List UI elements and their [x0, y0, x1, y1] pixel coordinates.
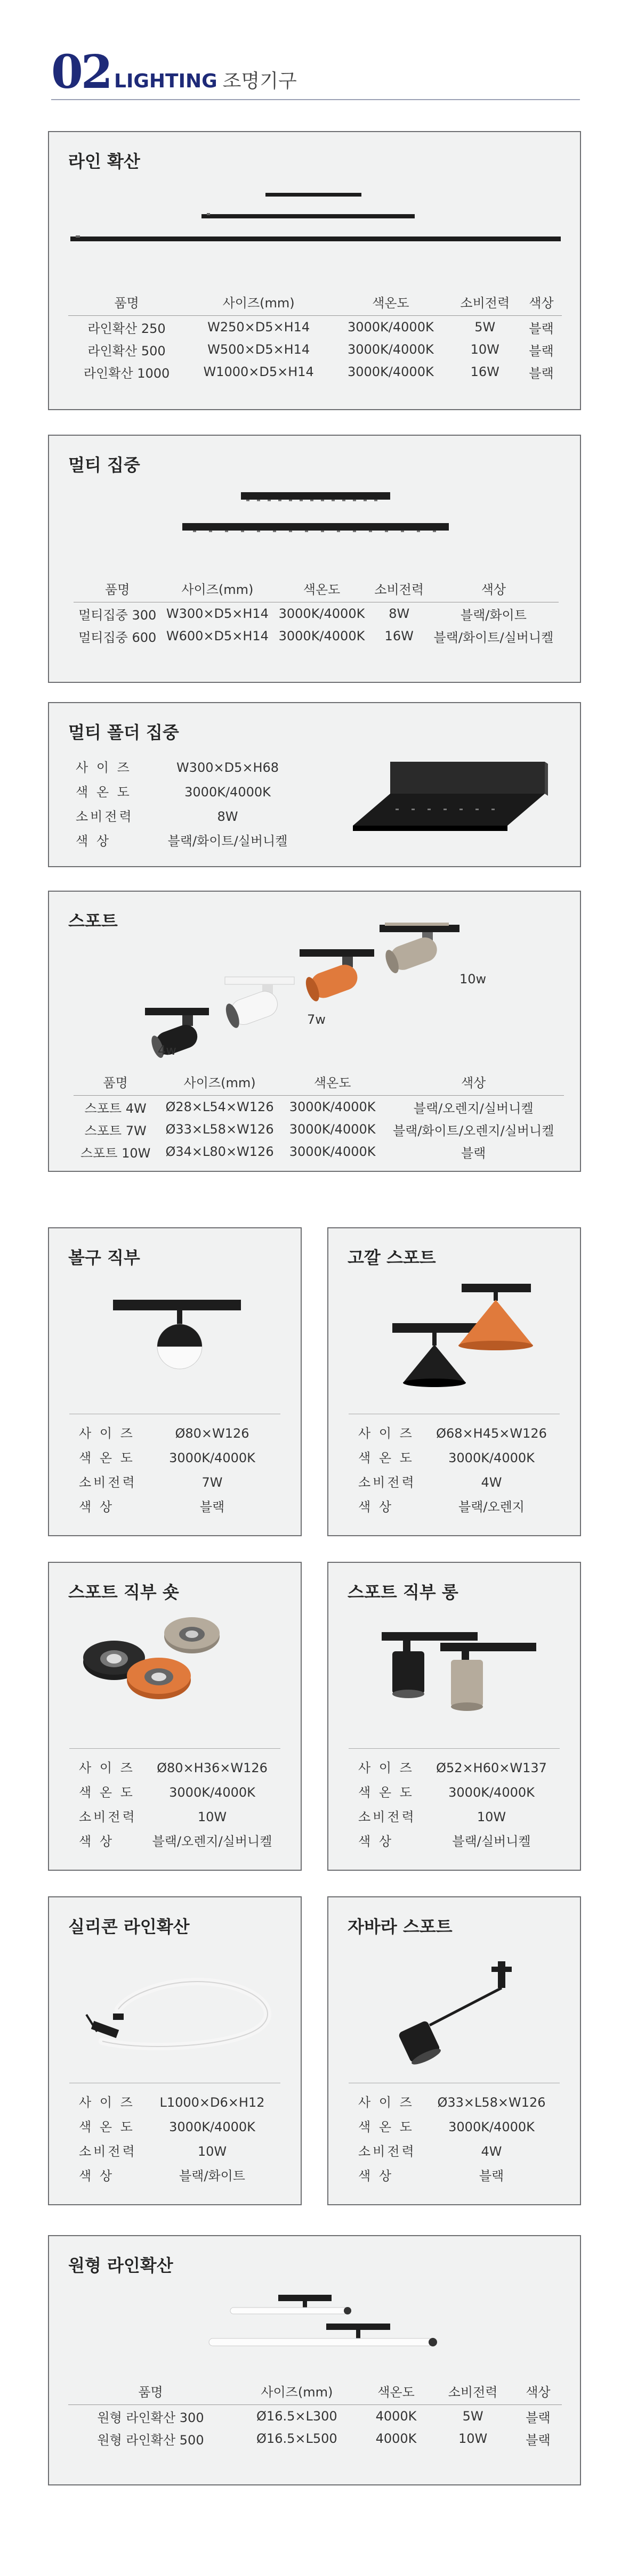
col-size: 사이즈(mm)	[157, 1067, 282, 1096]
card-title: 볼구 직부	[68, 1248, 140, 1268]
cell: 10W	[458, 2431, 488, 2446]
cell: Ø28×L54×W126	[165, 1099, 274, 1114]
spec-value: 4W	[481, 1475, 502, 1490]
cell: 블랙/화이트/오렌지/실버니켈	[392, 1123, 554, 1138]
spec-key: 색 온 도	[79, 1450, 135, 1465]
spec-key: 색 상	[79, 1499, 114, 1514]
cell: 블랙/화이트	[460, 607, 527, 623]
spec-row	[358, 1756, 555, 1780]
spec-value: 3000K/4000K	[169, 1785, 255, 1800]
cell: 블랙/오렌지/실버니켈	[413, 1100, 534, 1116]
callout-10w: 10w	[459, 972, 487, 987]
spec-key: 색 온 도	[358, 2120, 414, 2134]
spec-value: 3000K/4000K	[169, 2120, 255, 2134]
cell: Ø34×L80×W126	[165, 1144, 274, 1159]
spec-row	[358, 1780, 555, 1805]
spec-key: 소비전력	[358, 2144, 416, 2159]
cell: 3000K/4000K	[289, 1122, 376, 1137]
cell: 원형 라인확산 300	[97, 2410, 204, 2425]
col-name: 품명	[74, 1067, 157, 1096]
spec-key: 소비전력	[358, 1809, 416, 1824]
spec-row	[79, 1805, 276, 1829]
silicone-specs	[79, 2090, 276, 2188]
spec-row	[76, 780, 310, 804]
cell: 3000K/4000K	[278, 629, 365, 643]
cell: 블랙	[529, 343, 554, 358]
cell: 3000K/4000K	[289, 1144, 376, 1159]
col-size: 사이즈(mm)	[161, 574, 273, 602]
cone-spot-image	[371, 1276, 542, 1393]
cell: 5W	[462, 2409, 483, 2424]
card-title: 멀티 폴더 집중	[68, 722, 179, 743]
card-multi-folder	[48, 702, 581, 867]
spec-row	[79, 2139, 276, 2164]
spec-key: 사 이 즈	[76, 760, 132, 775]
round-line-image	[198, 2289, 454, 2359]
spot-long-specs	[358, 1756, 555, 1854]
jabara-image	[382, 1956, 542, 2068]
spec-key: 색 상	[358, 1834, 393, 1849]
spec-key: 소비전력	[358, 1475, 416, 1490]
spec-value: 블랙/오렌지/실버니켈	[152, 1834, 272, 1849]
spec-value: Ø80×W126	[175, 1426, 249, 1441]
cell: 3000K/4000K	[278, 606, 365, 621]
table-row	[74, 1096, 564, 1119]
table-row	[74, 602, 559, 625]
spec-value: Ø68×H45×W126	[436, 1426, 547, 1441]
col-power: 소비전력	[370, 574, 429, 602]
cell: 16W	[384, 629, 414, 643]
cell: 3000K/4000K	[347, 342, 434, 357]
col-color: 색상	[429, 574, 559, 602]
spec-key: 색 상	[358, 2169, 393, 2183]
col-size: 사이즈(mm)	[185, 288, 332, 316]
cell: W250×D5×H14	[207, 320, 310, 335]
spec-key: 사 이 즈	[79, 1426, 135, 1441]
cell: 10W	[470, 342, 499, 357]
cell: 5W	[474, 320, 496, 335]
col-color: 색상	[514, 2377, 562, 2405]
cell: 블랙	[529, 321, 554, 336]
card-title: 자바라 스포트	[348, 1917, 453, 1937]
cell: W300×D5×H14	[166, 606, 269, 621]
spec-key: 색 상	[76, 834, 111, 849]
spec-value: 3000K/4000K	[448, 1785, 535, 1800]
spec-row	[76, 755, 310, 780]
spec-value: 블랙/오렌지	[458, 1499, 525, 1514]
cell: 스포트 7W	[84, 1123, 147, 1138]
spec-key: 사 이 즈	[358, 1426, 414, 1441]
col-power: 소비전력	[449, 288, 521, 316]
spec-row	[79, 2164, 276, 2188]
cell: 4000K	[375, 2431, 417, 2446]
silicone-image	[81, 1961, 284, 2063]
cell: Ø16.5×L300	[256, 2409, 337, 2424]
table-row	[74, 1118, 564, 1140]
card-spot-long	[327, 1562, 581, 1871]
spec-row	[79, 2090, 276, 2115]
spec-key: 소비전력	[79, 1809, 137, 1824]
multi-folder-image	[348, 746, 550, 842]
spec-key: 사 이 즈	[358, 1760, 414, 1775]
table-row	[68, 316, 562, 339]
col-size: 사이즈(mm)	[233, 2377, 361, 2405]
spec-key: 사 이 즈	[79, 1760, 135, 1775]
card-spot	[48, 891, 581, 1172]
spec-row	[358, 1829, 555, 1854]
section-number: 02	[51, 45, 111, 99]
cell: 3000K/4000K	[347, 320, 434, 335]
col-temp: 색온도	[361, 2377, 432, 2405]
cell: 스포트 4W	[84, 1100, 147, 1116]
card-title: 스포트 직부 롱	[348, 1582, 458, 1602]
card-jabara	[327, 1896, 581, 2205]
card-bulb-pendant	[48, 1227, 302, 1536]
line-diffuse-table	[68, 288, 562, 383]
spec-key: 색 온 도	[79, 2120, 135, 2134]
cell: Ø16.5×L500	[256, 2431, 337, 2446]
card-title: 라인 확산	[68, 151, 140, 172]
cell: W1000×D5×H14	[203, 364, 314, 379]
header-underline	[51, 99, 580, 100]
spec-row	[358, 2115, 555, 2139]
multi-focus-table	[74, 574, 559, 647]
spec-value: 7W	[201, 1475, 223, 1490]
col-name: 품명	[68, 2377, 233, 2405]
cell: 블랙	[526, 2410, 551, 2425]
table-row	[68, 361, 562, 383]
spec-row	[358, 2139, 555, 2164]
card-title: 실리콘 라인확산	[68, 1917, 190, 1937]
spec-key: 색 상	[358, 1499, 393, 1514]
cell: W600×D5×H14	[166, 629, 269, 643]
card-title: 스포트 직부 숏	[68, 1582, 179, 1602]
col-temp: 색온도	[273, 574, 369, 602]
round-line-table	[68, 2377, 562, 2450]
cone-specs	[358, 1421, 555, 1519]
cell: 블랙	[529, 365, 554, 381]
multi-focus-image	[177, 489, 454, 537]
card-multi-focus	[48, 435, 581, 683]
spec-value: 3000K/4000K	[169, 1450, 255, 1465]
spot-short-image	[70, 1616, 284, 1723]
line-diffuse-image	[70, 191, 561, 249]
cell: W500×D5×H14	[207, 342, 310, 357]
spot-table	[74, 1067, 564, 1163]
spec-key: 색 온 도	[358, 1450, 414, 1465]
cell: 4000K	[375, 2409, 417, 2424]
spec-row	[79, 1495, 276, 1519]
spec-row	[79, 1470, 276, 1495]
card-cone-spot	[327, 1227, 581, 1536]
col-name: 품명	[74, 574, 161, 602]
cell: 8W	[389, 606, 410, 621]
spec-value: 10W	[197, 2144, 227, 2159]
bulb-specs	[79, 1421, 276, 1519]
cell: 블랙/화이트/실버니켈	[433, 630, 554, 645]
spec-row	[76, 804, 310, 829]
table-row	[74, 625, 559, 647]
spec-row	[358, 1446, 555, 1470]
spec-value: 3000K/4000K	[448, 2120, 535, 2134]
cell: 멀티집중 600	[78, 630, 157, 645]
spec-key: 색 온 도	[358, 1785, 414, 1800]
cell: 3000K/4000K	[347, 364, 434, 379]
col-name: 품명	[68, 288, 185, 316]
spec-row	[79, 1421, 276, 1446]
spec-value: 4W	[481, 2144, 502, 2159]
callout-4w: 4w	[158, 1043, 176, 1058]
card-title: 원형 라인확산	[68, 2255, 173, 2276]
spec-row	[79, 1756, 276, 1780]
card-round-line	[48, 2235, 581, 2485]
table-row	[68, 2405, 562, 2428]
spec-value: 3000K/4000K	[448, 1450, 535, 1465]
section-header	[51, 47, 580, 100]
cell: Ø33×L58×W126	[165, 1122, 274, 1137]
spec-value: 8W	[217, 809, 238, 824]
multi-folder-specs	[76, 755, 310, 853]
spec-value: Ø33×L58×W126	[437, 2095, 546, 2110]
spec-key: 색 온 도	[79, 1785, 135, 1800]
spec-value: 블랙	[199, 1499, 225, 1514]
spot-long-image	[371, 1621, 542, 1728]
spec-value: 10W	[477, 1809, 506, 1824]
col-temp: 색온도	[282, 1067, 383, 1096]
spec-value: Ø80×H36×W126	[157, 1760, 268, 1775]
spec-key: 색 상	[79, 1834, 114, 1849]
cell: 원형 라인확산 500	[97, 2432, 204, 2448]
cell: 3000K/4000K	[289, 1099, 376, 1114]
spec-row	[358, 2090, 555, 2115]
spot-image	[134, 918, 507, 1062]
cell: 블랙	[461, 1145, 486, 1161]
cell: 블랙	[526, 2432, 551, 2448]
section-title	[114, 66, 297, 93]
spec-row	[76, 829, 310, 853]
spec-row	[358, 1421, 555, 1446]
spec-row	[358, 1495, 555, 1519]
col-temp: 색온도	[332, 288, 449, 316]
cell: 라인확산 250	[87, 321, 166, 336]
callout-7w: 7w	[307, 1012, 326, 1027]
spec-key: 사 이 즈	[79, 2095, 135, 2110]
table-row	[74, 1140, 564, 1163]
table-row	[68, 338, 562, 361]
cell: 라인확산 500	[87, 343, 166, 358]
bulb-pendant-image	[108, 1294, 246, 1380]
table-row	[68, 2427, 562, 2450]
jabara-specs	[358, 2090, 555, 2188]
cell: 16W	[470, 364, 499, 379]
section-title-en: LIGHTING	[114, 70, 217, 92]
cell: 스포트 10W	[80, 1145, 151, 1161]
card-title: 멀티 집중	[68, 455, 140, 475]
spec-key: 색 상	[79, 2169, 114, 2183]
col-power: 소비전력	[431, 2377, 514, 2405]
card-title: 고깔 스포트	[348, 1248, 436, 1268]
col-color: 색상	[521, 288, 562, 316]
spec-row	[358, 2164, 555, 2188]
card-spot-short	[48, 1562, 302, 1871]
spec-value: Ø52×H60×W137	[436, 1760, 547, 1775]
spec-key: 사 이 즈	[358, 2095, 414, 2110]
spec-value: 3000K/4000K	[184, 785, 271, 800]
cell: 멀티집중 300	[78, 607, 157, 623]
spec-divider	[349, 1748, 560, 1749]
spec-value: W300×D5×H68	[176, 760, 279, 775]
spec-row	[79, 1446, 276, 1470]
card-silicone	[48, 1896, 302, 2205]
spec-row	[358, 1805, 555, 1829]
spec-value: L1000×D6×H12	[159, 2095, 265, 2110]
card-line-diffuse	[48, 131, 581, 410]
spec-value: 10W	[197, 1809, 227, 1824]
spec-key: 색 온 도	[76, 785, 132, 800]
spec-key: 소비전력	[79, 2144, 137, 2159]
spec-row	[79, 2115, 276, 2139]
spec-row	[79, 1829, 276, 1854]
spec-value: 블랙/화이트/실버니켈	[167, 834, 288, 849]
spec-value: 블랙/화이트	[179, 2169, 245, 2183]
spec-row	[79, 1780, 276, 1805]
cell: 라인확산 1000	[83, 365, 170, 381]
spec-key: 소비전력	[76, 809, 134, 824]
spec-value: 블랙/실버니켈	[452, 1834, 531, 1849]
spec-value: 블랙	[479, 2169, 504, 2183]
spot-short-specs	[79, 1756, 276, 1854]
spec-row	[358, 1470, 555, 1495]
section-title-kr: 조명기구	[222, 70, 297, 92]
spec-key: 소비전력	[79, 1475, 137, 1490]
col-color: 색상	[383, 1067, 564, 1096]
card-title: 스포트	[68, 911, 118, 931]
spec-divider	[69, 1748, 280, 1749]
